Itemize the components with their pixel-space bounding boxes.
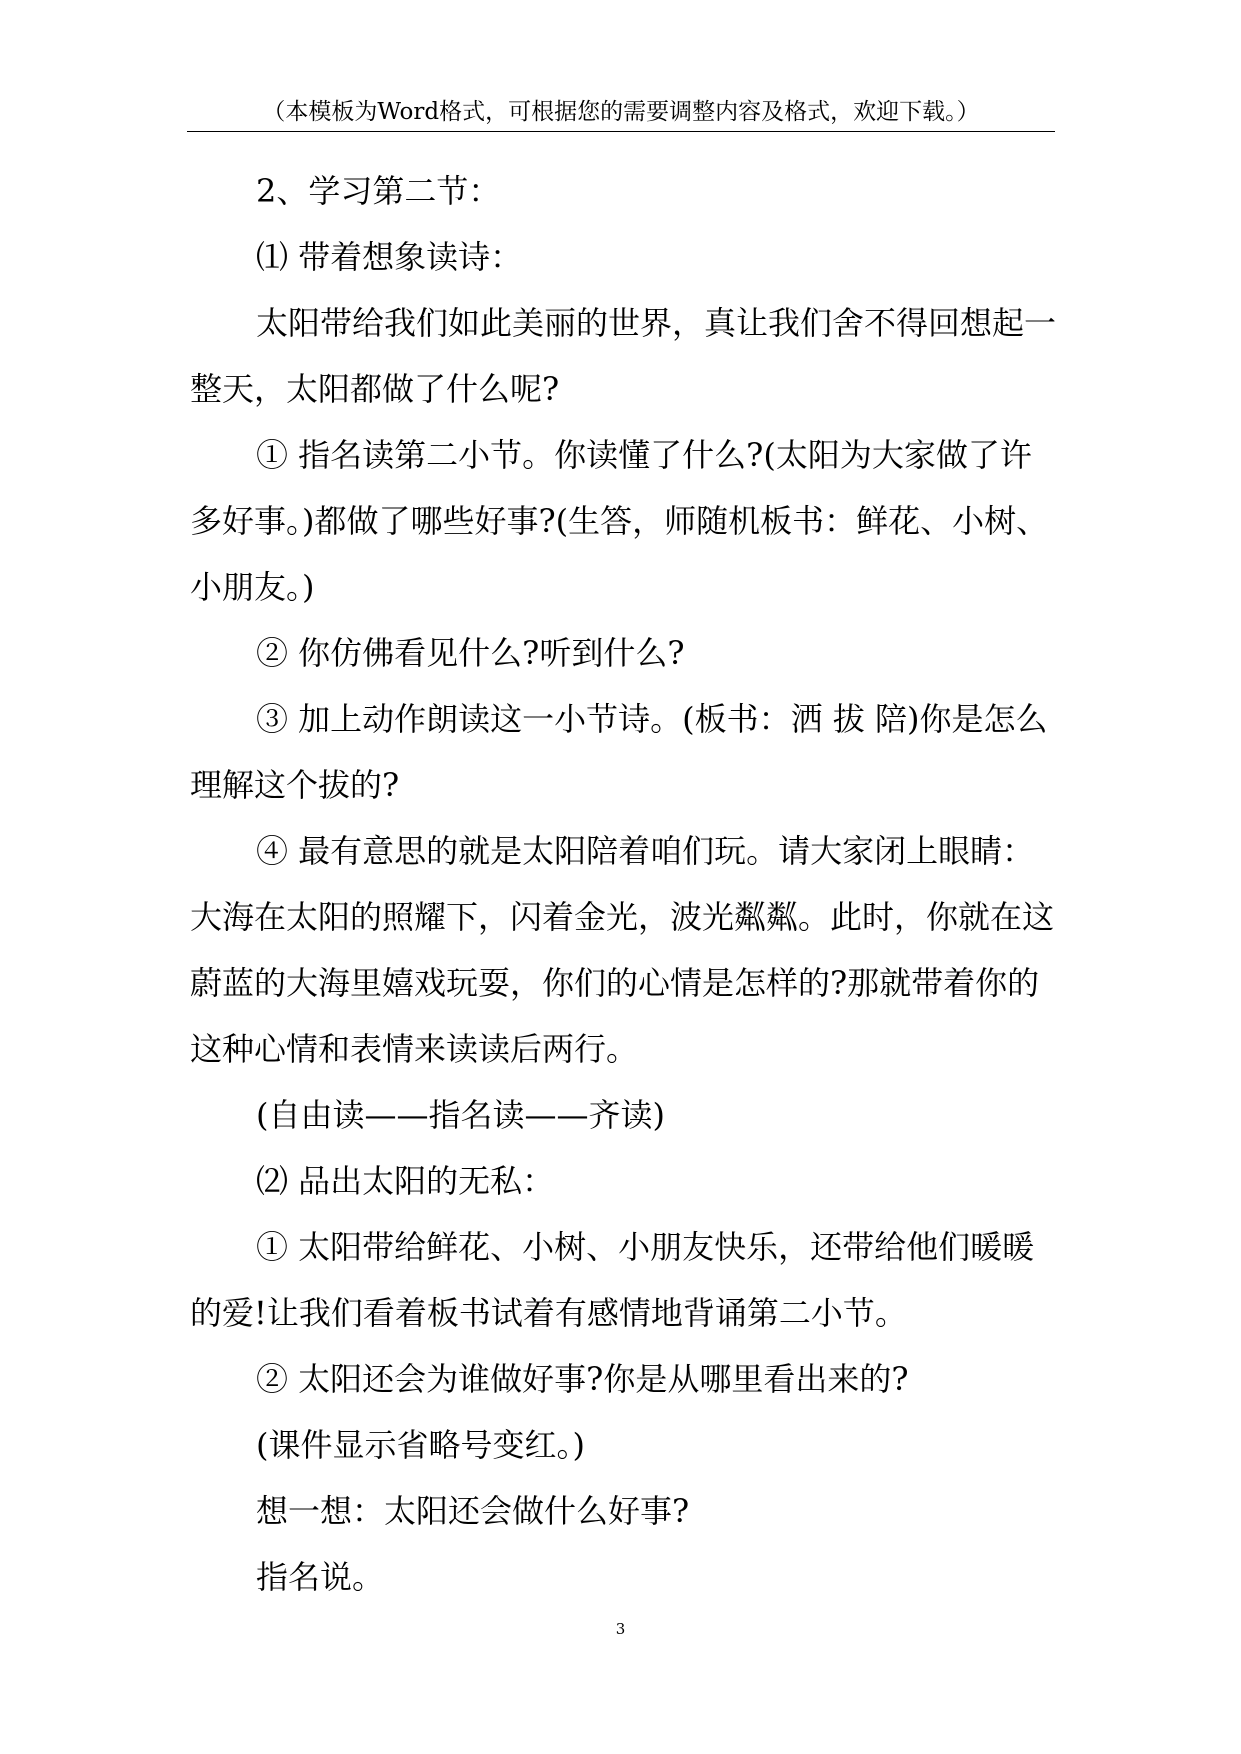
section-heading: 2、学习第二节：: [256, 172, 501, 210]
paragraph: 指名说。: [256, 1558, 385, 1596]
paragraph: ② 你仿佛看见什么?听到什么?: [256, 634, 685, 672]
page-number: 3: [615, 1620, 626, 1638]
paragraph: (课件显示省略号变红。): [256, 1426, 585, 1464]
page-header: （本模板为Word格式，可根据您的需要调整内容及格式，欢迎下载。）: [262, 99, 980, 125]
header-divider: [187, 131, 1055, 132]
paragraph: ③ 加上动作朗读这一小节诗。(板书：洒 拔 陪)你是怎么理解这个拔的?: [190, 700, 1048, 804]
subsection-heading: ⑴ 带着想象读诗：: [256, 238, 523, 276]
subsection-heading: ⑵ 品出太阳的无私：: [256, 1162, 555, 1200]
paragraph: ① 指名读第二小节。你读懂了什么?(太阳为大家做了许多好事。)都做了哪些好事?(生答，师随机板书：鲜花、小树、小朋友。): [190, 436, 1049, 606]
document-body: [190, 158, 1058, 1610]
paragraph: 太阳带给我们如此美丽的世界，真让我们舍不得回想起一整天，太阳都做了什么呢?: [190, 304, 1057, 408]
paragraph: ① 太阳带给鲜花、小树、小朋友快乐，还带给他们暖暖的爱!让我们看着板书试着有感情地背诵第二小节。: [190, 1228, 1035, 1332]
paragraph: 想一想：太阳还会做什么好事?: [256, 1492, 690, 1530]
paragraph: (自由读——指名读——齐读): [256, 1096, 665, 1134]
paragraph: ② 太阳还会为谁做好事?你是从哪里看出来的?: [256, 1360, 909, 1398]
paragraph: ④ 最有意思的就是太阳陪着咱们玩。请大家闭上眼睛：大海在太阳的照耀下，闪着金光，波光粼粼。此时，你就在这蔚蓝的大海里嬉戏玩耍，你们的心情是怎样的?那就带着你的这种心情和表情来读读后两行。: [190, 832, 1055, 1068]
